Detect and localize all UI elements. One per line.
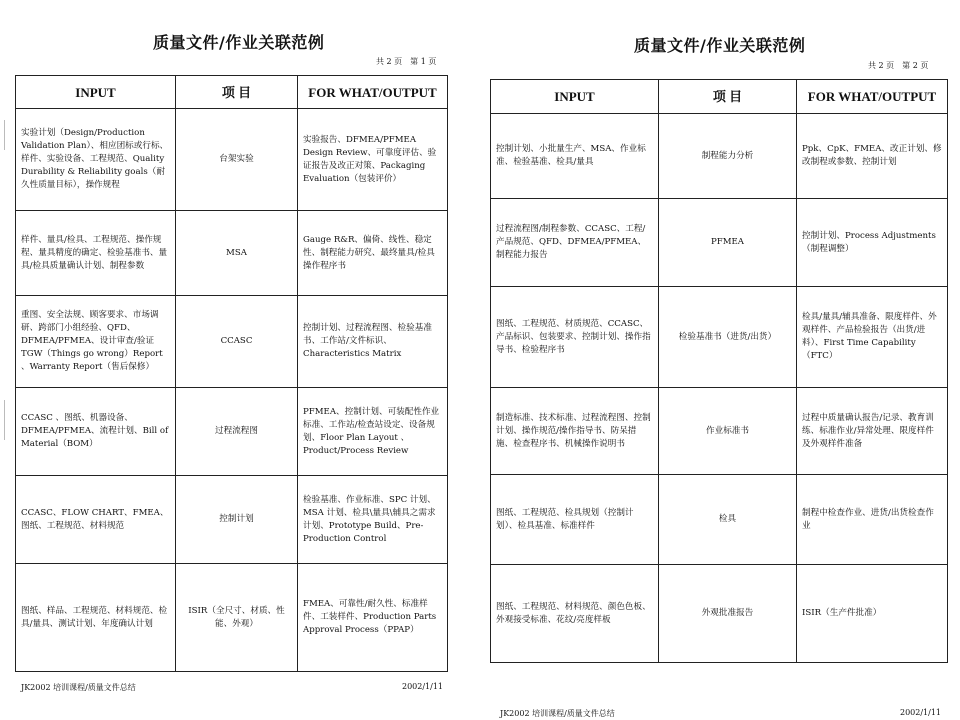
output-cell: 过程中质量确认报告/记录、教育训练、标准作业/异常处理、限度样件及外观样件准备 xyxy=(797,388,948,475)
table-row xyxy=(16,388,448,476)
table-header-row xyxy=(16,76,448,109)
input-cell: 图纸、工程规范、材质规范、CCASC、产品标识、包装要求、控制计划、操作指导书、检验程序书 xyxy=(491,287,659,388)
column-header-input: INPUT xyxy=(16,76,176,109)
input-cell: 图纸、工程规范、检具规划（控制计划）、检具基准、标准样件 xyxy=(491,475,659,565)
output-cell: 控制计划、过程流程图、检验基准书、工作站/文件标识、Characteristics Matrix xyxy=(298,296,448,388)
input-cell: 图纸、工程规范、材料规范、颜色色板、外观接受标准、花纹/亮度样板 xyxy=(491,565,659,663)
column-header-output: FOR WHAT/OUTPUT xyxy=(298,76,448,109)
table-row xyxy=(16,211,448,296)
input-cell: CCASC 、图纸、机器设备、DFMEA/PFMEA、流程计划、Bill of Material（BOM） xyxy=(16,388,176,476)
output-cell: PFMEA、控制计划、可装配性作业标准、工作站/检查站设定、设备规划、Floor Plan Layout 、Product/Process Review xyxy=(298,388,448,476)
page-title: 质量文件/作业关联范例 xyxy=(153,33,325,52)
item-cell: ISIR（全尺寸、材质、性能、外观） xyxy=(176,564,298,672)
item-cell: 制程能力分析 xyxy=(659,114,797,199)
column-header-output: FOR WHAT/OUTPUT xyxy=(797,80,948,114)
output-cell: ISIR（生产件批准） xyxy=(797,565,948,663)
table-row xyxy=(16,296,448,388)
output-cell: 制程中检查作业、进货/出货检查作业 xyxy=(797,475,948,565)
table-row xyxy=(491,199,948,287)
input-cell: CCASC、FLOW CHART、FMEA、图纸、工程规范、材料规范 xyxy=(16,476,176,564)
output-cell: 实验报告、DFMEA/PFMEA Design Review、可靠度评估、验证报告及改正对策、Packaging Evaluation（包装评价） xyxy=(298,109,448,211)
output-cell: Ppk、CpK、FMEA、改正计划、修改制程或参数、控制计划 xyxy=(797,114,948,199)
table-header-row xyxy=(491,80,948,114)
footer-date: 2002/1/11 xyxy=(402,682,444,691)
page-title: 质量文件/作业关联范例 xyxy=(634,36,806,55)
page-number: 共 2 页 第 1 页 xyxy=(376,57,437,66)
table-row xyxy=(491,475,948,565)
table-row xyxy=(491,114,948,199)
table-row xyxy=(491,287,948,388)
footer-course: JK2002 培训课程/质量文件总结 xyxy=(500,709,615,718)
input-cell: 制造标准、技术标准、过程流程图、控制计划、操作规范/操作指导书、防呆措施、检查程序书、机械操作说明书 xyxy=(491,388,659,475)
output-cell: 检验基准、作业标准、SPC 计划、MSA 计划、检具\量具\辅具之需求计划、Prototype Build、Pre-Production Control xyxy=(298,476,448,564)
footer-date: 2002/1/11 xyxy=(900,708,942,717)
column-header-item: 项 目 xyxy=(659,80,797,114)
item-cell: CCASC xyxy=(176,296,298,388)
item-cell: 作业标准书 xyxy=(659,388,797,475)
document-page-2 xyxy=(484,0,960,720)
input-cell: 重图、安全法规、顾客要求、市场调研、跨部门小组经验、QFD、DFMEA/PFMEA、设计审查/验证 TGW（Things go wrong）Report 、Warranty Report（售后保修） xyxy=(16,296,176,388)
table-row xyxy=(16,476,448,564)
input-cell: 过程流程图/制程参数、CCASC、工程/产品规范、QFD、DFMEA/PFMEA、制程能力报告 xyxy=(491,199,659,287)
input-cell: 样件、量具/检具、工程规范、操作规程、量具精度的确定、检验基准书、量具/检具质量确认计划、制程参数 xyxy=(16,211,176,296)
item-cell: 过程流程图 xyxy=(176,388,298,476)
item-cell: MSA xyxy=(176,211,298,296)
item-cell: 台架实验 xyxy=(176,109,298,211)
item-cell: 控制计划 xyxy=(176,476,298,564)
item-cell: 外观批准报告 xyxy=(659,565,797,663)
table-row xyxy=(491,565,948,663)
output-cell: 控制计划、Process Adjustments（制程调整） xyxy=(797,199,948,287)
item-cell: PFMEA xyxy=(659,199,797,287)
column-header-item: 项 目 xyxy=(176,76,298,109)
document-page-1 xyxy=(0,0,470,720)
column-header-input: INPUT xyxy=(491,80,659,114)
table-row xyxy=(16,564,448,672)
output-cell: 检具/量具/辅具准备、限度样件、外观样件、产品检验报告（出货/进料）、First Time Capability（FTC） xyxy=(797,287,948,388)
table-row xyxy=(16,109,448,211)
footer-course: JK2002 培训课程/质量文件总结 xyxy=(21,683,136,692)
item-cell: 检具 xyxy=(659,475,797,565)
input-cell: 图纸、样品、工程规范、材料规范、检具/量具、测试计划、年度确认计划 xyxy=(16,564,176,672)
input-cell: 控制计划、小批量生产、MSA、作业标准、检验基准、检具/量具 xyxy=(491,114,659,199)
relation-table xyxy=(15,75,448,672)
item-cell: 检验基准书（进货/出货） xyxy=(659,287,797,388)
page-number: 共 2 页 第 2 页 xyxy=(868,61,929,70)
relation-table xyxy=(490,79,948,663)
output-cell: Gauge R&R、偏倚、线性、稳定性、制程能力研究、最终量具/检具操作程序书 xyxy=(298,211,448,296)
input-cell: 实验计划（Design/Production Validation Plan）、相应团标或行标、样件、实验设备、工程规范、Quality Durability & Reliability goals（耐久性质量目标），操作规程 xyxy=(16,109,176,211)
table-row xyxy=(491,388,948,475)
output-cell: FMEA、可靠性/耐久性、标准样件、工装样件、Production Parts Approval Process（PPAP） xyxy=(298,564,448,672)
